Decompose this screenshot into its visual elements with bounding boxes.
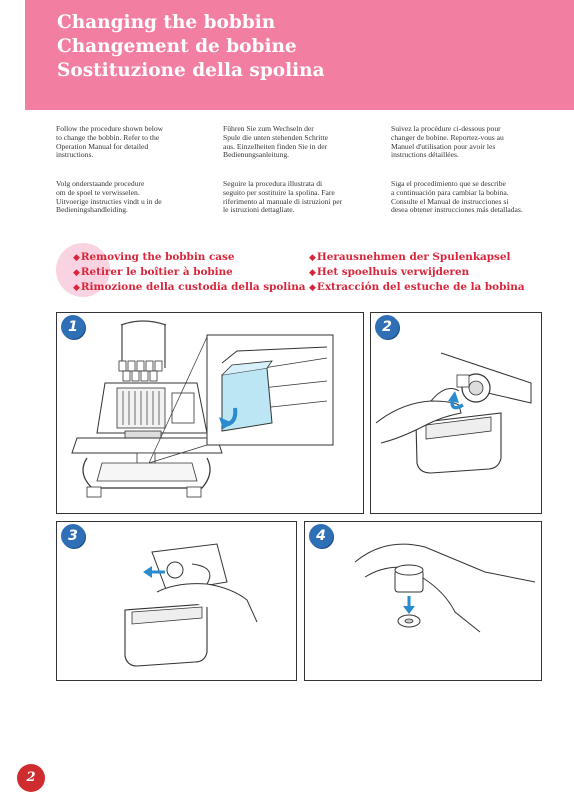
step-3-badge: 3 bbox=[61, 524, 85, 548]
intro-german: Führen Sie zum Wechseln der Spule die unten stehenden Schritte aus. Einzelheiten finden Sie in der Bedienungsanleitung. bbox=[223, 124, 329, 160]
intro-french: Suivez la procédure ci-dessous pour changer de bobine. Reportez-vous au Manuel d'utilisation pour avoir les instructions détaillées. bbox=[391, 124, 504, 160]
left-arrow-icon bbox=[57, 522, 296, 680]
down-arrow-icon bbox=[305, 522, 541, 680]
intro-italian: Seguire la procedura illustrata di seguito per sostituire la spolina. Fare riferimento al manuale di istruzioni per le istruzioni dettagliate. bbox=[223, 179, 343, 215]
page-number: 2 bbox=[17, 764, 45, 792]
intro-spanish: Siga el procedimiento que se describe a continuación para cambiar la bobina. Consulte el Manual de instrucciones si desea obtener instrucciones más detalladas. bbox=[391, 179, 523, 215]
section-heading-left: ◆Removing the bobbin case ◆Retirer le boîtier à bobine ◆Rimozione della custodia della spolina bbox=[73, 251, 306, 293]
title-en: Changing the bobbin bbox=[57, 12, 276, 33]
step-2-panel bbox=[370, 312, 542, 514]
title-it: Sostituzione della spolina bbox=[57, 60, 325, 81]
intro-english: Follow the procedure shown below to change the bobbin. Refer to the Operation Manual for detailed instructions. bbox=[56, 124, 164, 160]
section-heading-right: ◆Herausnehmen der Spulenkapsel ◆Het spoelhuis verwijderen ◆Extracción del estuche de la bobina bbox=[309, 251, 525, 293]
title-fr: Changement de bobine bbox=[57, 36, 297, 57]
step-2-badge: 2 bbox=[375, 315, 399, 339]
title-banner bbox=[25, 0, 574, 110]
step-1-panel bbox=[56, 312, 364, 514]
step-4-panel bbox=[304, 521, 542, 681]
intro-dutch: Volg onderstaande procedure om de spoel te verwisselen. Uitvoerige instructies vindt u in de Bedieningshandleiding. bbox=[56, 179, 162, 215]
curved-arrow-icon bbox=[57, 313, 363, 513]
curved-arrow-icon bbox=[371, 313, 541, 513]
step-3-panel bbox=[56, 521, 297, 681]
step-1-badge: 1 bbox=[61, 315, 85, 339]
step-4-badge: 4 bbox=[309, 524, 333, 548]
